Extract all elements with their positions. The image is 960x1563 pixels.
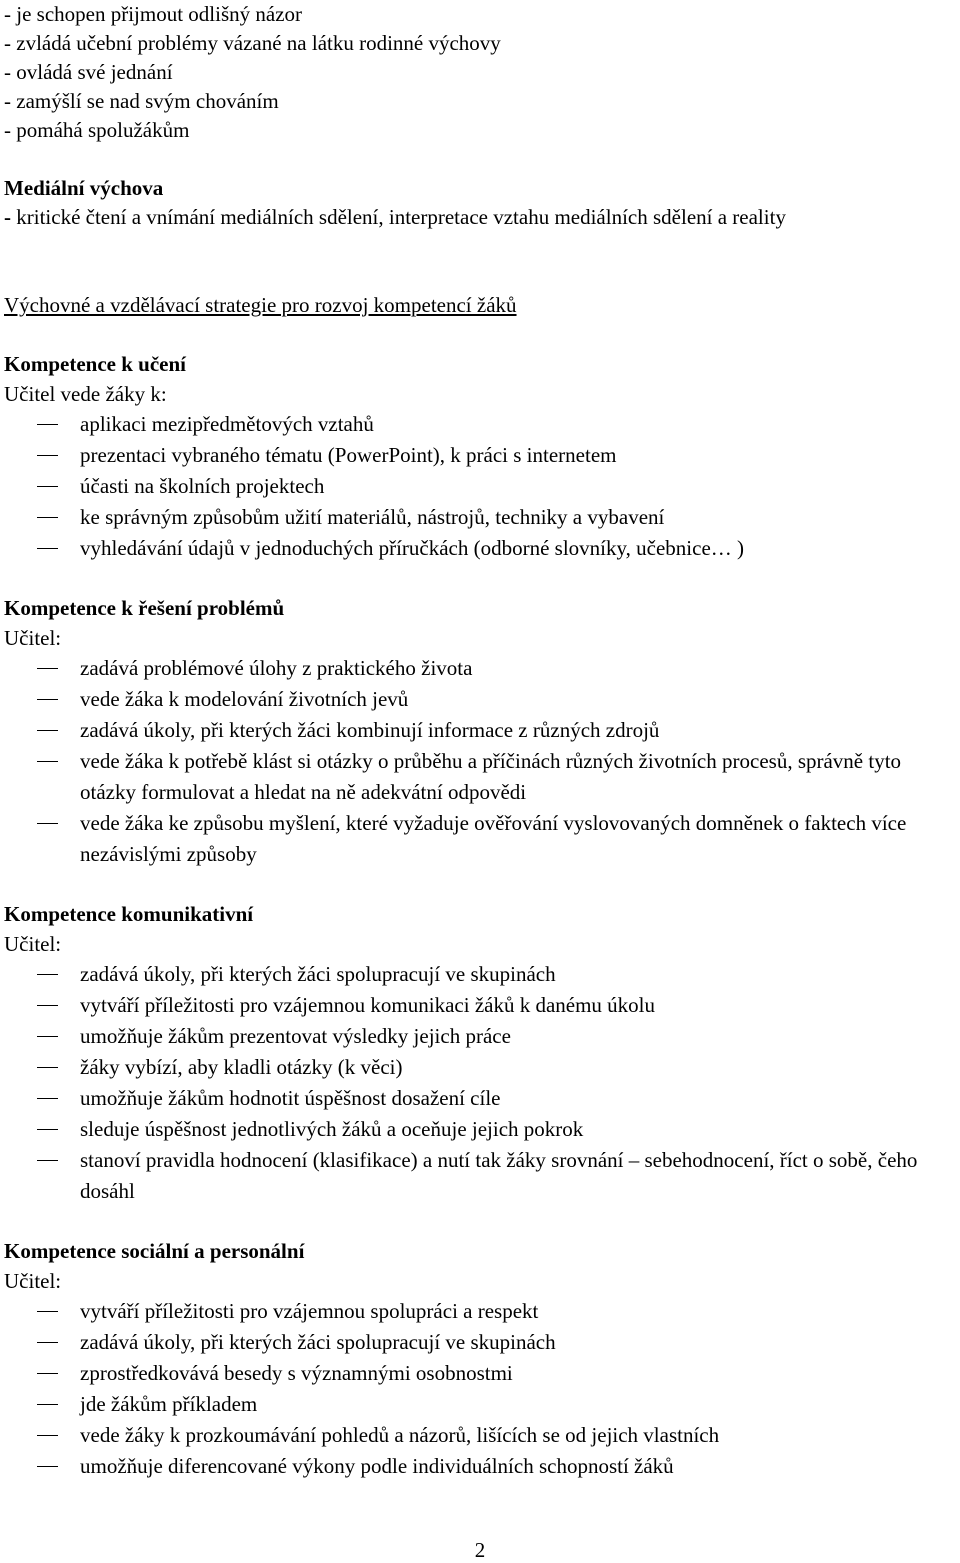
dash-marker <box>37 1036 58 1037</box>
dash-marker <box>37 1160 58 1161</box>
dash-marker <box>37 1005 58 1006</box>
dash-marker <box>37 424 58 425</box>
dash-marker <box>37 1435 58 1436</box>
media-item-text: kritické čtení a vnímání mediálních sdělení, interpretace vztahu mediálních sdělení a reality <box>16 205 786 229</box>
dash-marker <box>37 730 58 731</box>
dash-marker <box>37 486 58 487</box>
list-item: ke správným způsobům užití materiálů, nástrojů, techniky a vybavení <box>4 502 956 533</box>
section-list <box>4 1296 956 1482</box>
list-item: vytváří příležitosti pro vzájemnou spolupráci a respekt <box>4 1296 956 1327</box>
list-item: zadává úkoly, při kterých žáci kombinují informace z různých zdrojů <box>4 715 956 746</box>
list-item: zprostředkovává besedy s významnými osobnostmi <box>4 1358 956 1389</box>
section-title: Kompetence k učení <box>4 352 186 376</box>
document-page <box>4 0 956 1482</box>
section-intro: Učitel vede žáky k: <box>4 382 167 406</box>
dash-marker <box>37 823 58 824</box>
list-item: umožňuje žákům hodnotit úspěšnost dosažení cíle <box>4 1083 956 1114</box>
intro-item: - ovládá své jednání <box>4 60 173 84</box>
list-item: aplikaci mezipředmětových vztahů <box>4 409 956 440</box>
section-title: Kompetence sociální a personální <box>4 1239 305 1263</box>
strategies-title: Výchovné a vzdělávací strategie pro rozvoj kompetencí žáků <box>4 293 517 317</box>
dash-marker <box>37 668 58 669</box>
intro-item: - je schopen přijmout odlišný názor <box>4 2 303 26</box>
dash-marker <box>37 455 58 456</box>
media-dash: - <box>4 205 17 229</box>
list-item: vede žáky k prozkoumávání pohledů a názorů, lišících se od jejich vlastních <box>4 1420 956 1451</box>
page-number: 2 <box>474 1538 486 1562</box>
dash-marker <box>37 974 58 975</box>
intro-item: - zvládá učební problémy vázané na látku rodinné výchovy <box>4 31 501 55</box>
dash-marker <box>37 1067 58 1068</box>
list-item: vede žáka k potřebě klást si otázky o průběhu a příčinách různých životních procesů, správně tyto otázky formulovat a hledat na ně adekvátní odpovědi <box>4 746 956 808</box>
list-item: zadává úkoly, při kterých žáci spolupracují ve skupinách <box>4 1327 956 1358</box>
list-item: umožňuje žákům prezentovat výsledky jejich práce <box>4 1021 956 1052</box>
dash-marker <box>37 1342 58 1343</box>
dash-marker <box>37 761 58 762</box>
dash-marker <box>37 1466 58 1467</box>
list-item: jde žákům příkladem <box>4 1389 956 1420</box>
intro-item: - pomáhá spolužákům <box>4 118 190 142</box>
list-item: zadává úkoly, při kterých žáci spolupracují ve skupinách <box>4 959 956 990</box>
list-item: vede žáka k modelování životních jevů <box>4 684 956 715</box>
intro-item: - zamýšlí se nad svým chováním <box>4 89 279 113</box>
dash-marker <box>37 699 58 700</box>
list-item: prezentaci vybraného tématu (PowerPoint), k práci s internetem <box>4 440 956 471</box>
list-item: sleduje úspěšnost jednotlivých žáků a oceňuje jejich pokrok <box>4 1114 956 1145</box>
list-item: vede žáka ke způsobu myšlení, které vyžaduje ověřování vyslovovaných domněnek o faktech více nezávislými způsoby <box>4 808 956 870</box>
dash-marker <box>37 1404 58 1405</box>
dash-marker <box>37 548 58 549</box>
section-list <box>4 409 956 564</box>
list-item: vytváří příležitosti pro vzájemnou komunikaci žáků k danému úkolu <box>4 990 956 1021</box>
media-item <box>4 203 956 232</box>
list-item: účasti na školních projektech <box>4 471 956 502</box>
dash-marker <box>37 517 58 518</box>
list-item: stanoví pravidla hodnocení (klasifikace) a nutí tak žáky srovnání – sebehodnocení, říct o sobě, čeho dosáhl <box>4 1145 956 1207</box>
section-intro: Učitel: <box>4 932 62 956</box>
list-item: zadává problémové úlohy z praktického života <box>4 653 956 684</box>
dash-marker <box>37 1311 58 1312</box>
media-title: Mediální výchova <box>4 176 164 200</box>
section-list <box>4 959 956 1207</box>
section-title: Kompetence k řešení problémů <box>4 596 285 620</box>
list-item: vyhledávání údajů v jednoduchých příručkách (odborné slovníky, učebnice… ) <box>4 533 956 564</box>
section-intro: Učitel: <box>4 1269 62 1293</box>
list-item: umožňuje diferencované výkony podle individuálních schopností žáků <box>4 1451 956 1482</box>
dash-marker <box>37 1373 58 1374</box>
section-title: Kompetence komunikativní <box>4 902 254 926</box>
dash-marker <box>37 1098 58 1099</box>
section-list <box>4 653 956 870</box>
list-item: žáky vybízí, aby kladli otázky (k věci) <box>4 1052 956 1083</box>
section-intro: Učitel: <box>4 626 62 650</box>
dash-marker <box>37 1129 58 1130</box>
